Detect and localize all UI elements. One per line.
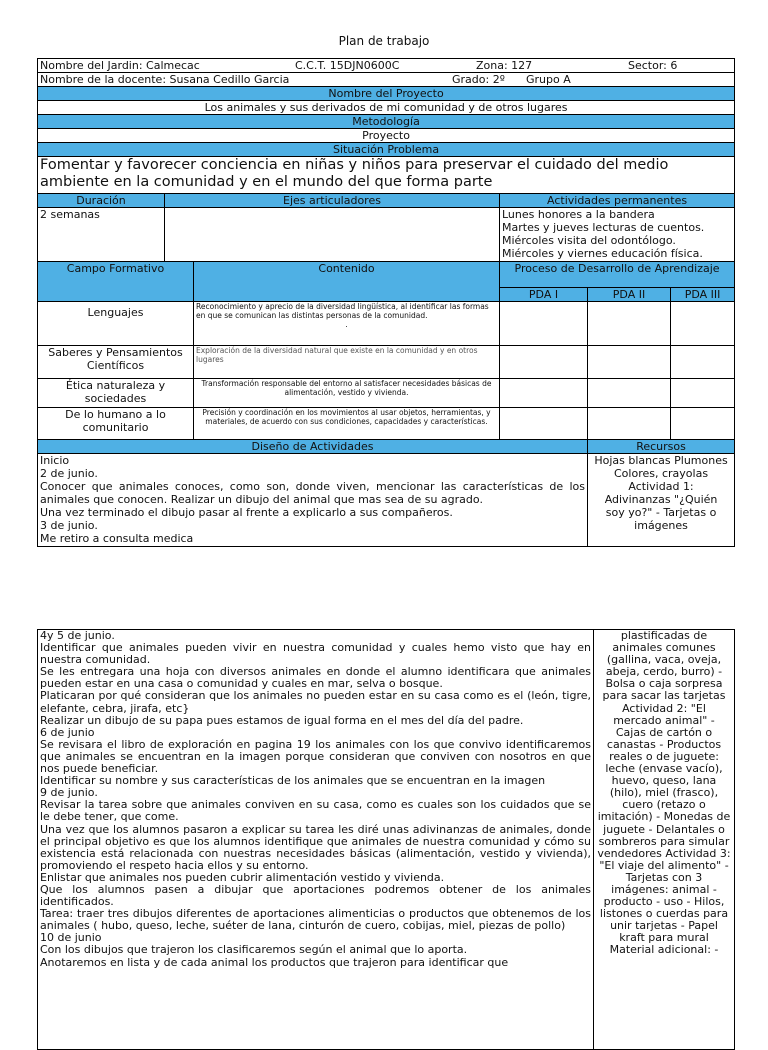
proyecto-label: Nombre del Proyecto (38, 87, 735, 101)
diseno-line: 3 de junio. (40, 519, 98, 532)
zona: Zona: 127 (476, 59, 533, 72)
metodologia-value: Proyecto (38, 129, 735, 143)
actividades-permanentes-label: Actividades permanentes (500, 194, 735, 208)
diseno-actividades (38, 454, 588, 547)
docente-name: Nombre de la docente: Susana Cedillo Garcia (40, 73, 290, 86)
duracion-value: 2 semanas (38, 208, 165, 262)
diseno-line: Que los alumnos pasen a dibujar que aportaciones podremos obtener de los animales identificados. (40, 882, 591, 909)
recursos-label: Recursos (588, 440, 735, 454)
diseno-line: Platicaran por qué consideran que los animales no pueden estar en su casa como es el (león, tigre, elefante, cebra, jirafa, etc} (40, 689, 591, 715)
duracion-label: Duración (38, 194, 165, 208)
diseno-line: Se revisara el libro de exploración en pagina 19 los animales con los que convivo identificaremos que animales se encuentran en la imagen porque consideran que conviven con nosotros en que nos puede beneficiar. (40, 737, 591, 776)
situacion-value: Fomentar y favorecer conciencia en niñas y niños para preservar el cuidado del medio ambiente en la comunidad y en el mundo del que forma parte (38, 157, 735, 194)
pda-cell (588, 346, 671, 379)
grado: Grado: 2º (452, 73, 505, 86)
campo-saberes: Saberes y Pensamientos Científicos (38, 346, 194, 379)
recursos-continued: plastificadas de animales comunes (gallina, vaca, oveja, abeja, cerdo, burro) - Bolsa o caja sorpresa para sacar las tarjetas Actividad 2: "El mercado animal" - Cajas de cartón o canastas - Productos reales o de juguete: leche (envase vacío), huevo, queso, lana (hilo), miel (frasco), cuero (retazo o imitación) - Monedas de juguete - Delantales o sombreros para simular vendedores Actividad 3: "El viaje del alimento" - Tarjetas con 3 imágenes: animal - producto - uso - Hilos, listones o cuerdas para unir tarjetas - Papel kraft para mural Material adicional: - (594, 630, 735, 1050)
proyecto-value: Los animales y sus derivados de mi comunidad y de otros lugares (38, 101, 735, 115)
diseno-line: Se les entregara una hoja con diversos animales en donde el alumno identificara que animales pueden estar en una casa o comunidad y cuales en mar, selva o bosque. (40, 665, 591, 691)
ejes-value (165, 208, 500, 262)
actividad-item: Martes y jueves lecturas de cuentos. (502, 221, 705, 234)
pda-cell (500, 379, 588, 408)
diseno-line: Conocer que animales conoces, como son, donde viven, mencionar las características de los animales que conocen. Realizar un dibujo del animal que mas sea de su agrado. (40, 480, 585, 506)
diseno-line: Revisar la tarea sobre que animales conviven en su casa, como es cuales son los cuidados que se le debe tener, que come. (40, 798, 591, 824)
diseno-line: 2 de junio. (40, 467, 98, 480)
actividades-list (500, 208, 735, 262)
diseno-line: Me retiro a consulta medica (40, 532, 194, 545)
actividad-item: Miércoles y viernes educación física. (502, 247, 703, 260)
diseno-line: Anotaremos en lista y de cada animal los productos que trajeron para identificar que (40, 955, 509, 969)
pda-2-label: PDA II (588, 288, 671, 302)
page-title: Plan de trabajo (338, 34, 430, 48)
pda-cell (500, 302, 588, 346)
diseno-line: Tarea: traer tres dibujos diferentes de aportaciones alimenticias o productos que obtenemos de los animales ( hubo, queso, leche, suéter de lana, cinturón de cuero, cobijas, miel, piezas de pollo) (40, 907, 591, 933)
campo-etica: Ética naturaleza y sociedades (38, 379, 194, 408)
diseno-line: Realizar un dibujo de su papa pues estamos de igual forma en el mes del día del padre. (40, 713, 524, 727)
contenido-label: Contenido (194, 262, 500, 302)
ejes-label: Ejes articuladores (165, 194, 500, 208)
recursos-value: Hojas blancas Plumones Colores, crayolas Actividad 1: Adivinanzas "¿Quién soy yo?" - Tarjetas o imágenes (588, 454, 735, 547)
diseno-line: 6 de junio (40, 725, 95, 739)
grupo: Grupo A (526, 73, 571, 86)
actividad-item: Miércoles visita del odontólogo. (502, 234, 676, 247)
pda-cell (500, 408, 588, 440)
contenido-extra: . (345, 320, 348, 329)
contenido-text: Reconocimiento y aprecio de la diversidad lingüística, al identificar las formas en que se comunican las distintas personas de la comunidad. (196, 302, 489, 320)
diseno-line: 10 de junio (40, 931, 102, 945)
diseno-line: Una vez que los alumnos pasaron a explicar su tarea les diré unas adivinanzas de animales, donde el principal objetivo es que los alumnos identifique que animales de nuestra comunidad y cómo su existencia está relacionada con nuestras necesidades básicas (alimentación, vestido y vivienda), promoviendo el respeto hacia ellos y su entorno. (40, 822, 591, 872)
header-row-1 (38, 59, 735, 73)
campo-formativo-label: Campo Formativo (38, 262, 194, 302)
diseno-line: Identificar que animales pueden vivir en nuestra comunidad y cuales hemo visto que hay en nuestra comunidad. (40, 641, 591, 667)
diseno-line: Una vez terminado el dibujo pasar al frente a explicarlo a sus compañeros. (40, 506, 453, 519)
contenido-saberes: Exploración de la diversidad natural que existe en la comunidad y en otros lugares (194, 346, 500, 379)
diseno-line: 9 de junio. (40, 786, 98, 800)
diseno-line: Con los dibujos que trajeron los clasificaremos según el animal que lo aporta. (40, 943, 468, 957)
proceso-label: Proceso de Desarrollo de Aprendizaje (500, 262, 735, 288)
diseno-line: Identificar su nombre y sus características de los animales que se encuentran en la imagen (40, 774, 546, 788)
pda-cell (588, 379, 671, 408)
diseno-line: Inicio (40, 454, 70, 467)
cct-code: C.C.T. 15DJN0600C (295, 59, 400, 72)
pda-cell (500, 346, 588, 379)
pda-cell (671, 408, 735, 440)
pda-cell (671, 302, 735, 346)
diseno-line: Enlistar que animales nos pueden cubrir alimentación vestido y vivienda. (40, 870, 445, 884)
diseno-line: 4y 5 de junio. (40, 629, 115, 642)
jardin-name: Nombre del Jardin: Calmecac (40, 59, 200, 72)
actividad-item: Lunes honores a la bandera (502, 208, 655, 221)
header-row-2 (38, 73, 735, 87)
pda-cell (588, 408, 671, 440)
contenido-lenguajes (194, 302, 500, 346)
sector: Sector: 6 (628, 59, 678, 72)
metodologia-label: Metodología (38, 115, 735, 129)
diseno-actividades-continued (38, 630, 594, 1050)
diseno-label: Diseño de Actividades (38, 440, 588, 454)
contenido-humano: Precisión y coordinación en los movimientos al usar objetos, herramientas, y materiales, de acuerdo con sus condiciones, capacidades y características. (194, 408, 500, 440)
campo-humano: De lo humano a lo comunitario (38, 408, 194, 440)
campo-lenguajes: Lenguajes (38, 302, 194, 346)
pda-cell (671, 379, 735, 408)
plan-table-continued (37, 629, 735, 1050)
pda-cell (671, 346, 735, 379)
contenido-etica: Transformación responsable del entorno al satisfacer necesidades básicas de alimentación, vestido y vivienda. (194, 379, 500, 408)
plan-table (37, 58, 735, 547)
situacion-label: Situación Problema (38, 143, 735, 157)
pda-1-label: PDA I (500, 288, 588, 302)
pda-cell (588, 302, 671, 346)
pda-3-label: PDA III (671, 288, 735, 302)
